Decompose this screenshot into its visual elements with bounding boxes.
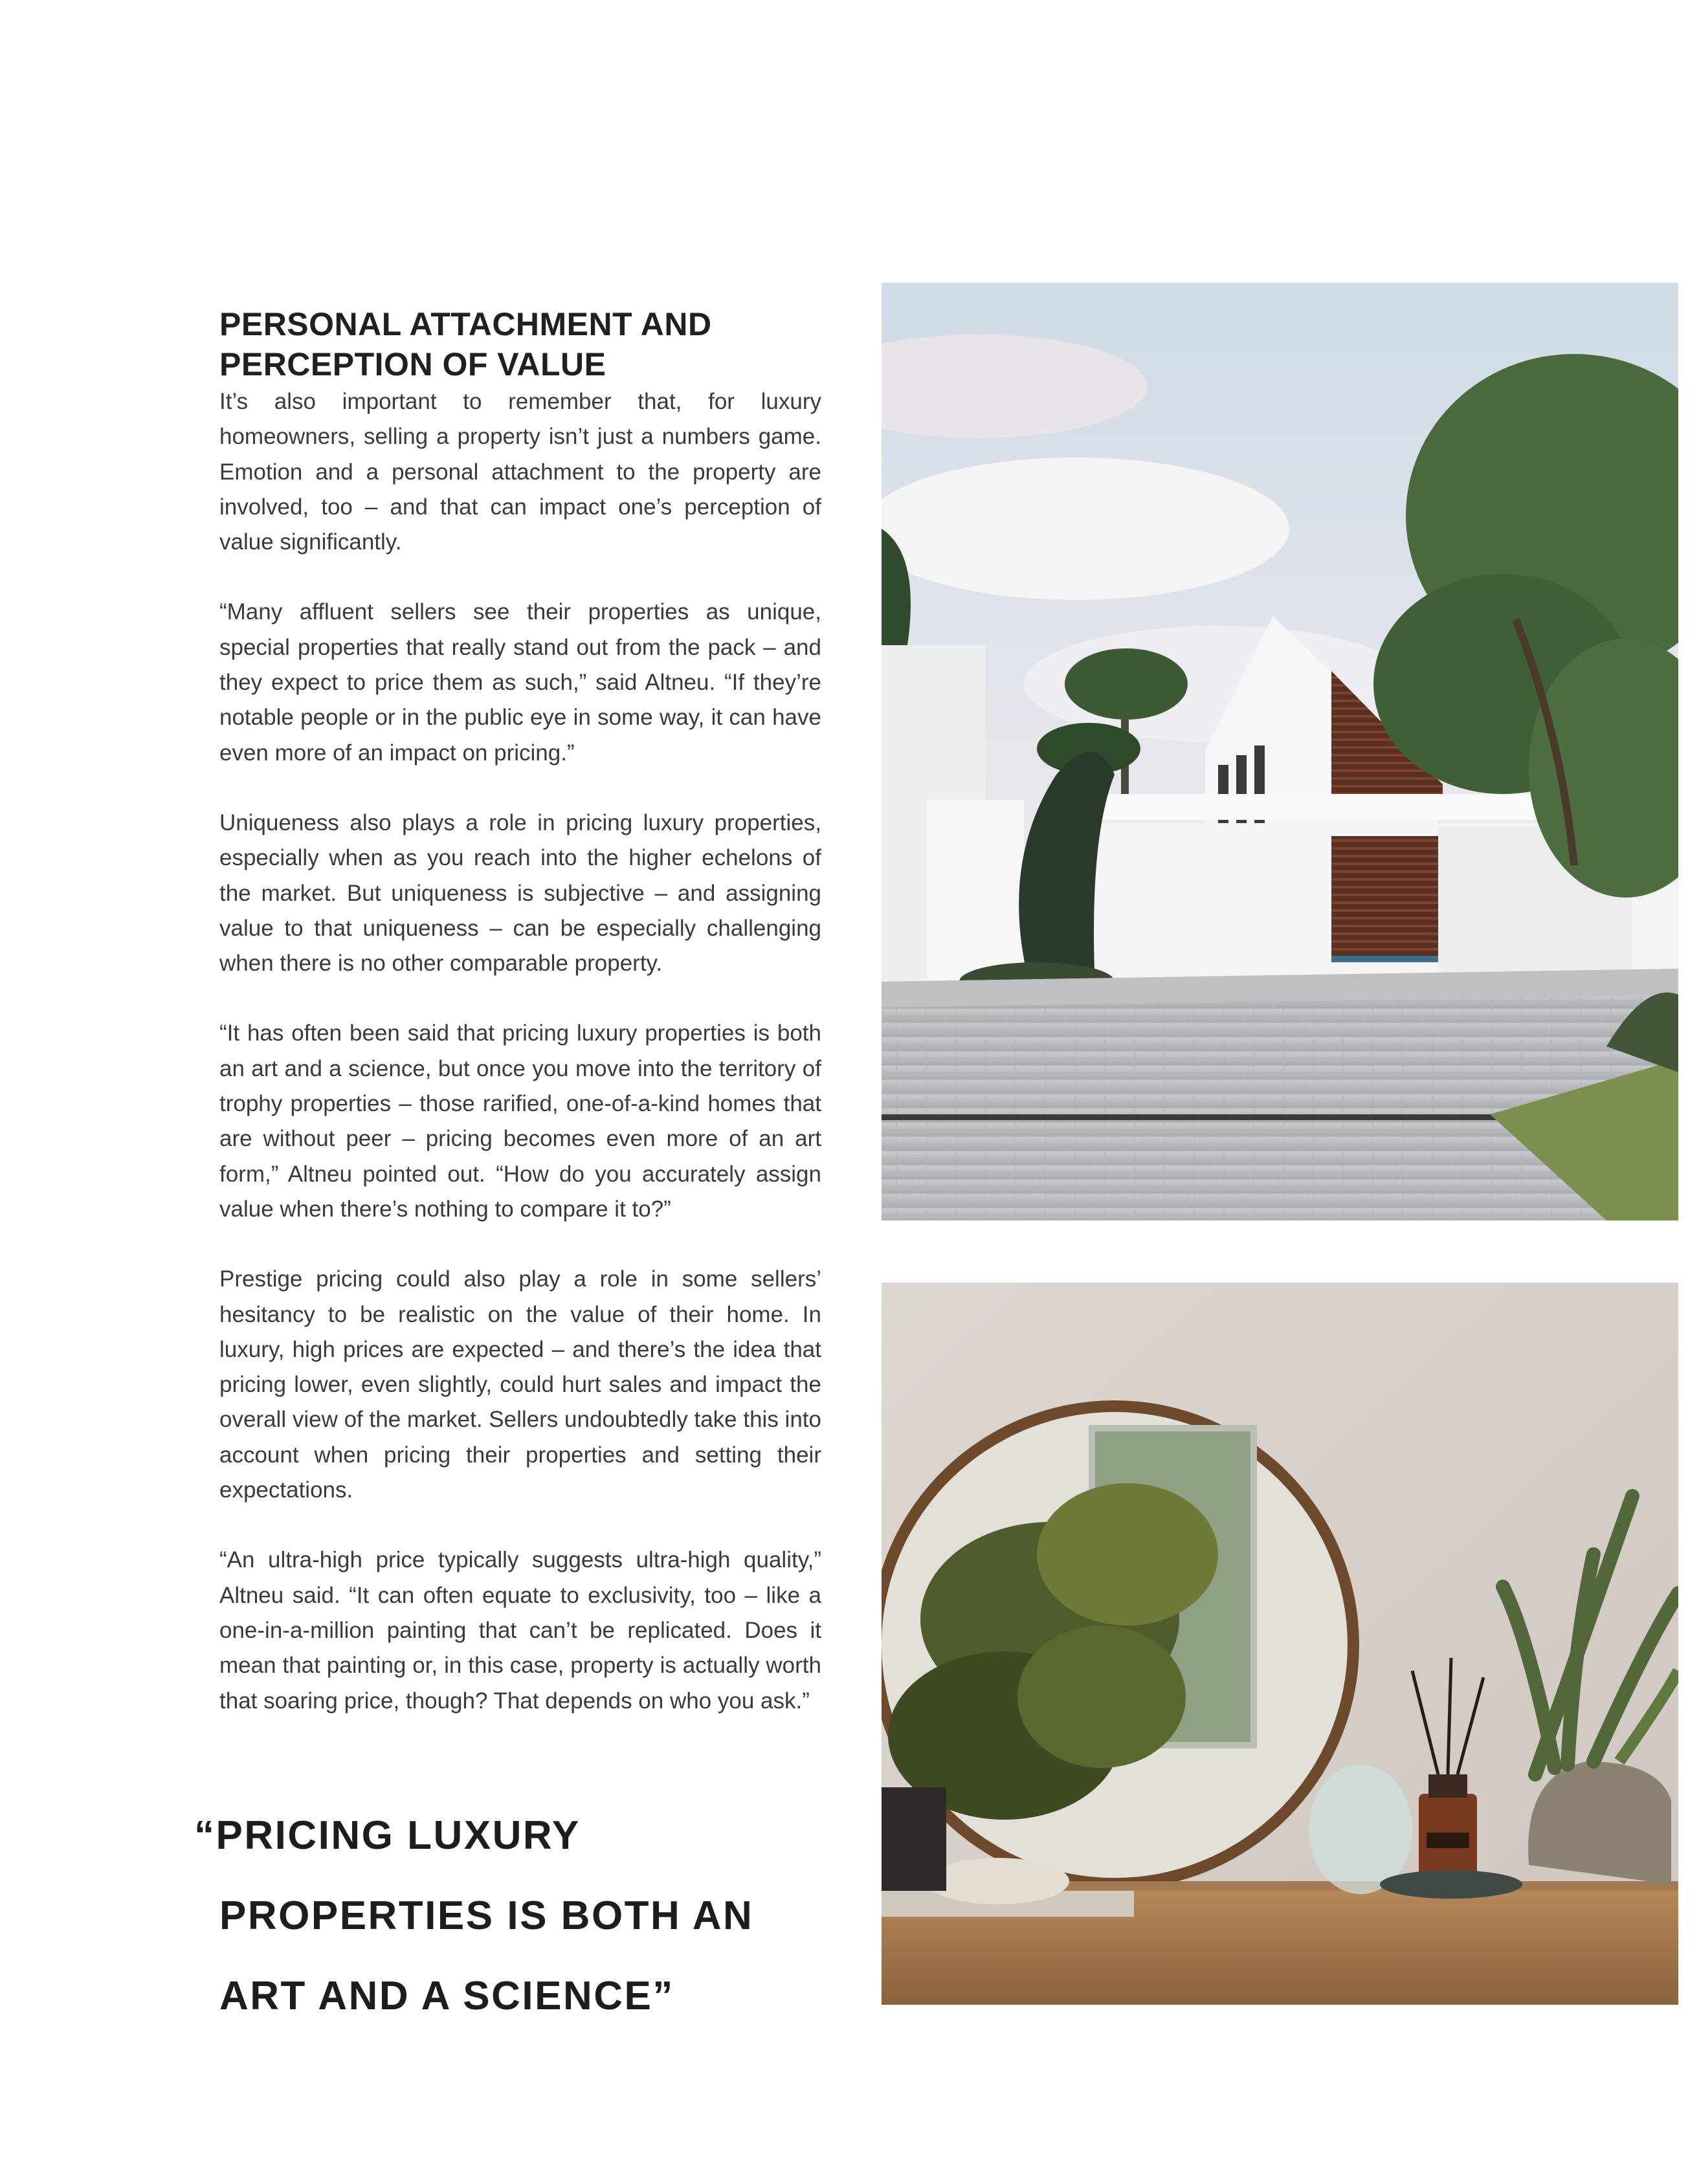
- mirror-and-plants-photo: [882, 1283, 1678, 2005]
- article-column: [219, 304, 821, 1754]
- section-heading-line-2: PERCEPTION OF VALUE: [219, 346, 606, 382]
- paragraph-2: “Many affluent sellers see their properties as unique, special properties that really stand out from the pack – and they expect to price them as such,” said Altneu. “If they’re notable people or in the public eye in some way, it can have even more of an impact on pricing.”: [219, 599, 821, 766]
- section-heading-line-1: PERSONAL ATTACHMENT AND: [219, 306, 712, 342]
- paragraph-1: It’s also important to remember that, for luxury homeowners, selling a property isn’t just a numbers game. Emotion and a personal attachment to the property are involved, too – and that can impact one’s perception of value significantly.: [219, 389, 821, 555]
- pull-quote-line-2: PROPERTIES IS BOTH AN: [219, 1893, 754, 1938]
- pull-quote: [194, 1796, 841, 2036]
- section-heading: [219, 304, 821, 384]
- modern-house-illustration: [882, 283, 1678, 1220]
- pull-quote-line-3: ART AND A SCIENCE”: [219, 1974, 674, 2018]
- mirror-and-plants-illustration: [882, 1283, 1678, 2005]
- modern-house-photo: [882, 283, 1678, 1220]
- paragraph-5: Prestige pricing could also play a role in some sellers’ hesitancy to be realistic on the value of their home. In luxury, high prices are expected – and there’s the idea that pricing lower, even slightly, could hurt sales and impact the overall view of the market. Sellers undoubtedly take this into account when pricing their properties and setting their expectations.: [219, 1266, 821, 1503]
- paragraph-3: Uniqueness also plays a role in pricing luxury properties, especially when as you reach into the higher echelons of the market. But uniqueness is subjective – and assigning value to that uniqueness – can be especially challenging when there is no other comparable property.: [219, 810, 821, 976]
- pull-quote-line-1: “PRICING LUXURY: [194, 1813, 581, 1858]
- paragraph-6: “An ultra-high price typically suggests ultra-high quality,” Altneu said. “It can often equate to exclusivity, too – like a one-in-a-million painting that can’t be replicated. Does it mean that painting or, in this case, property is actually worth that soaring price, though? That depends on who you ask.”: [219, 1547, 821, 1714]
- paragraph-4: “It has often been said that pricing luxury properties is both an art and a science, but once you move into the territory of trophy properties – those rarified, one-of-a-kind homes that are without peer – pricing becomes even more of an art form,” Altneu pointed out. “How do you accurately assign value when there’s nothing to compare it to?”: [219, 1020, 821, 1222]
